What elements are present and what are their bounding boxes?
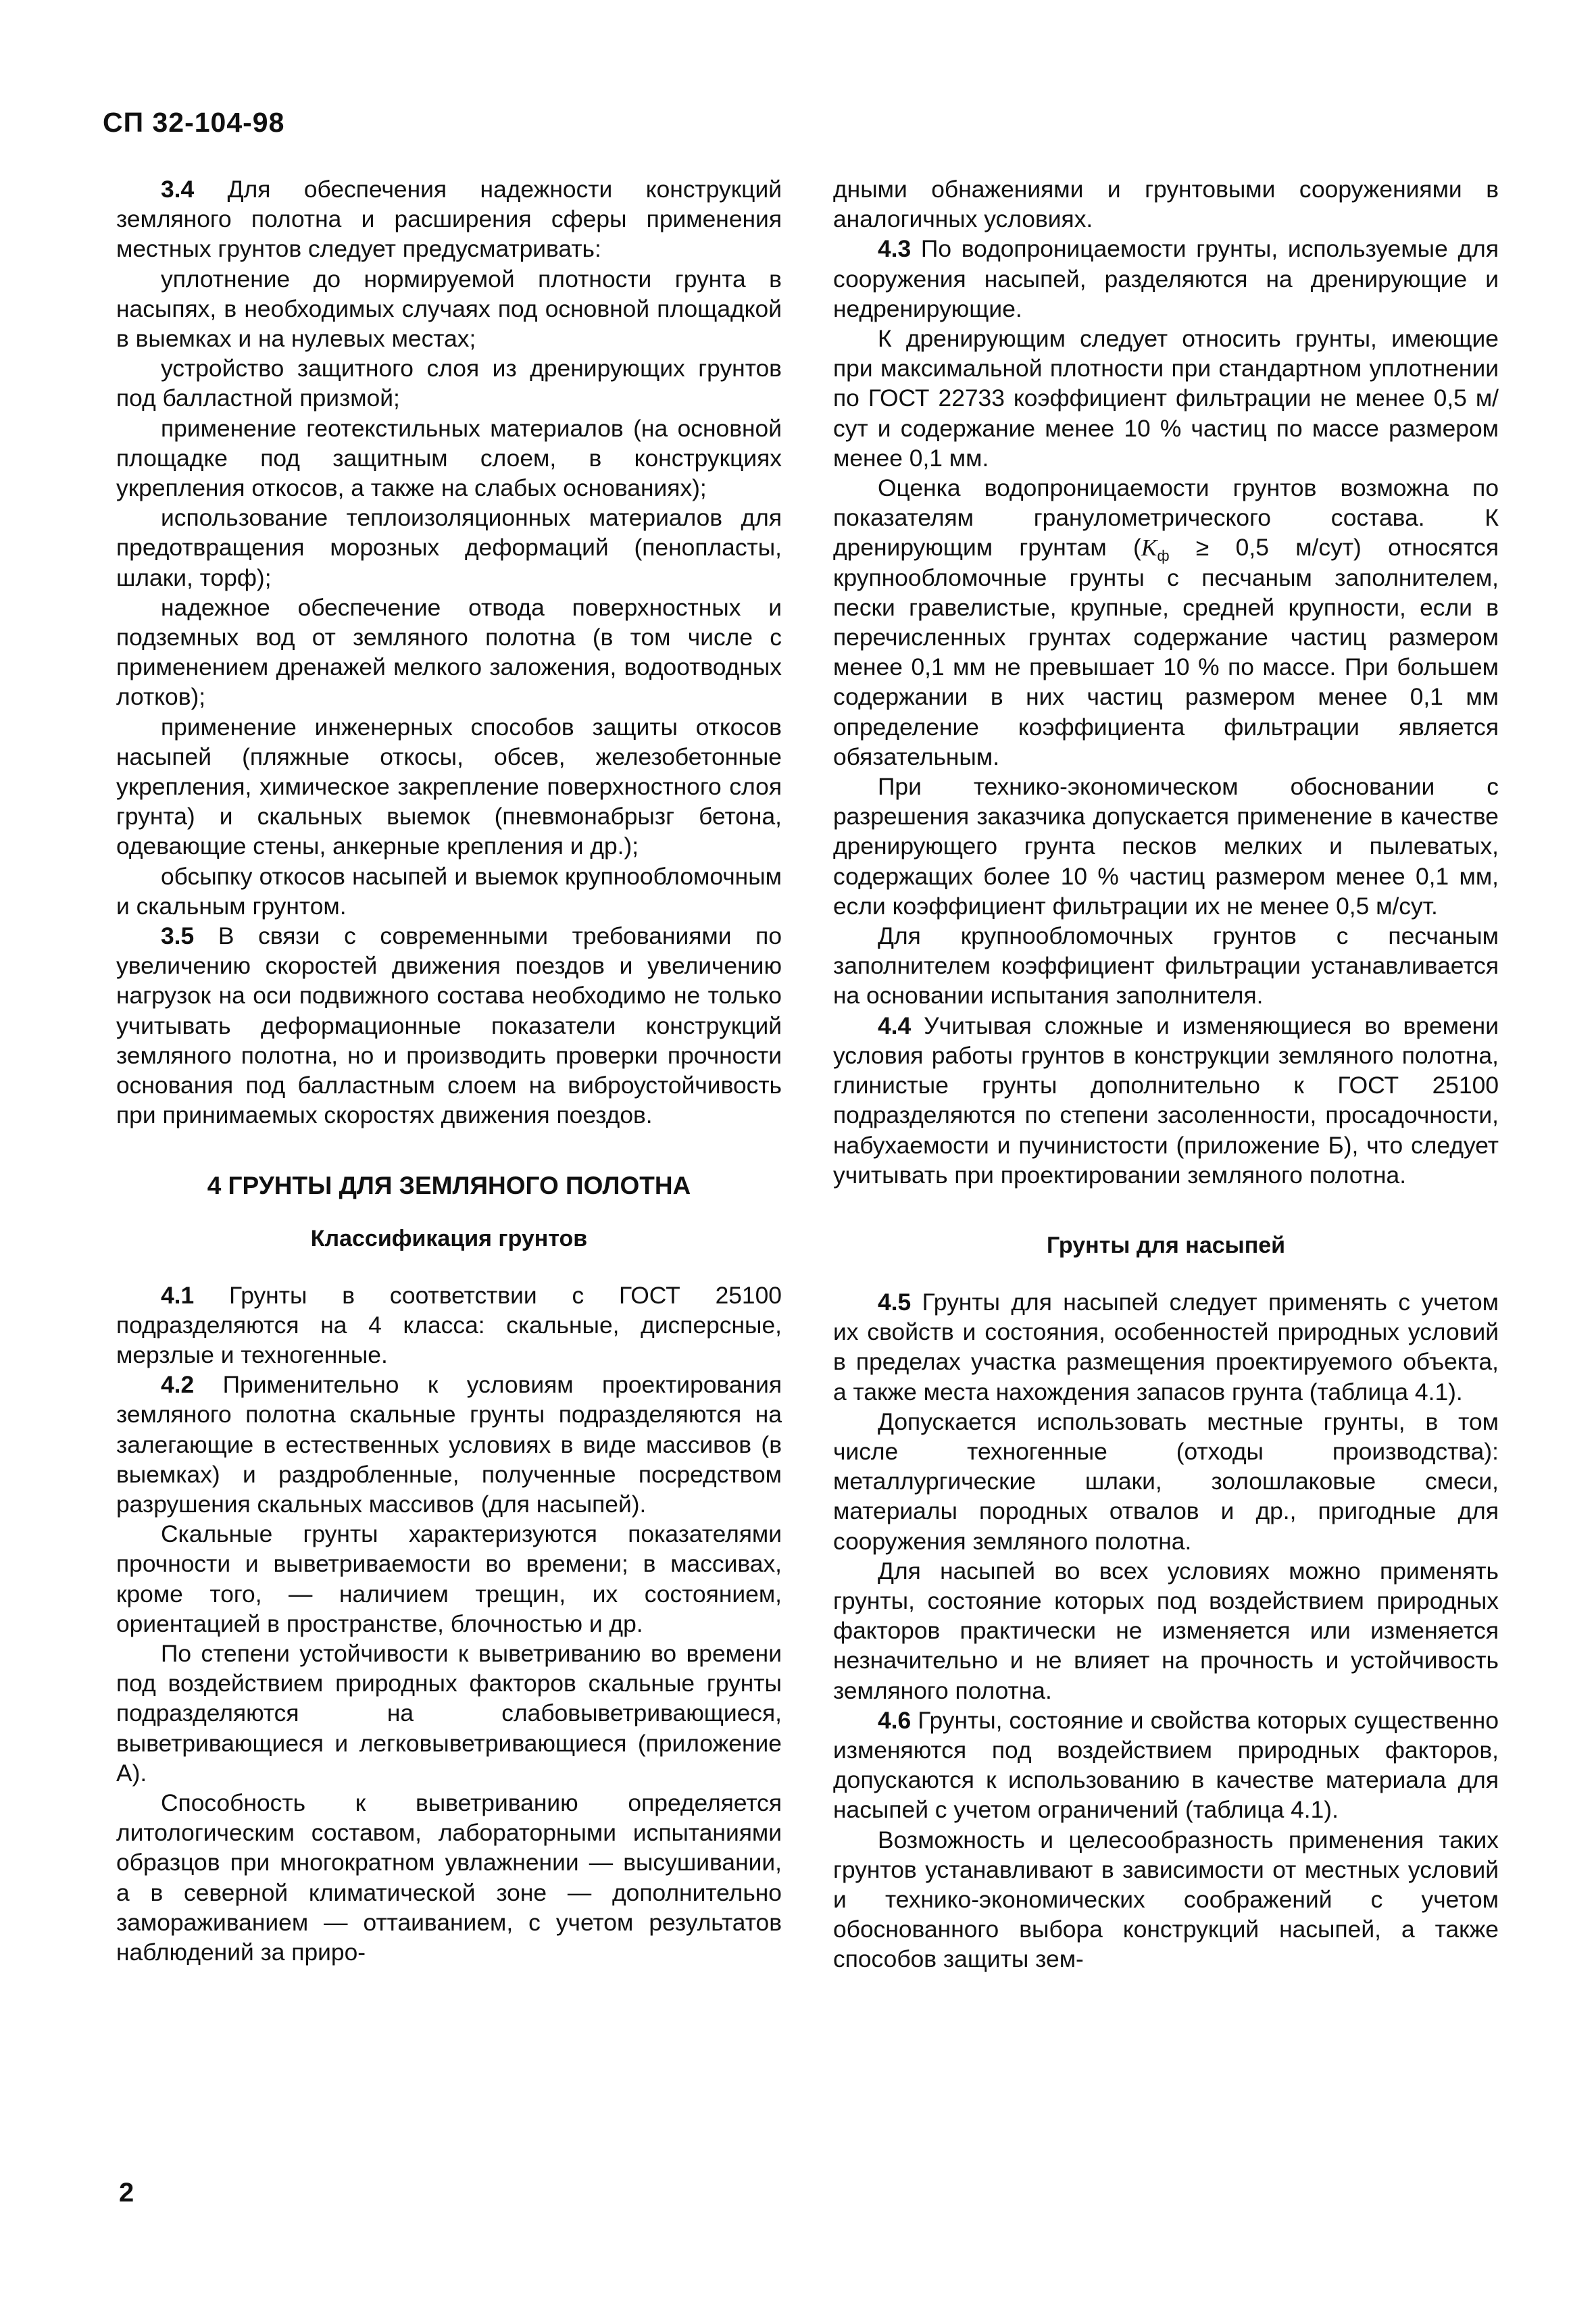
paragraph-text: В связи с современными требованиями по увеличению скоростей движения поездов и увеличению нагрузок на оси подвижного состава необходимо не только учитывать деформационные показатели конструкций земляного полотна, но и производить проверки прочности основания под балластным слоем на виброустойчивость при принимаемых скоростях движения поездов. xyxy=(116,922,782,1129)
paragraph-text: Для обеспечения надежности конструкций земляного полотна и расширения сферы применения местных грунтов следует предусматривать: xyxy=(116,176,782,263)
clause-number: 4.5 xyxy=(878,1288,912,1316)
paragraph-text: По водопроницаемости грунты, используемые для сооружения насыпей, разделяются на дренирующие и недренирующие. xyxy=(833,235,1499,322)
paragraph: К дренирующим следует относить грунты, имеющие при максимальной плотности при стандартном уплотнении по ГОСТ 22733 коэффициент фильтрации не менее 0,5 м/сут и содержание менее 10 % частиц по массе размером менее 0,1 мм. xyxy=(833,325,1499,472)
filtration-coefficient-subscript: ф xyxy=(1157,547,1170,565)
paragraph-text: Учитывая сложные и изменяющиеся во времени условия работы грунтов в конструкции земляного полотна, глинистые грунты дополнительно к ГОСТ 25100 подразделяются по степени засоленности, просадочности, набухаемости и пучинистости (приложение Б), что следует учитывать при проектировании земляного полотна. xyxy=(833,1012,1499,1189)
paragraph-4-3 xyxy=(833,234,1499,324)
paragraph-text: Грунты в соответствии с ГОСТ 25100 подразделяются на 4 класса: скальные, дисперсные, мерзлые и техногенные. xyxy=(116,1281,782,1368)
clause-number: 4.2 xyxy=(161,1371,195,1399)
left-column xyxy=(116,174,782,1967)
paragraph-text: Грунты, состояние и свойства которых существенно изменяются под воздействием природных факторов, допускаются к использованию в качестве материала для насыпей с учетом ограничений (таблица 4.1). xyxy=(833,1706,1499,1824)
list-item: обсыпку откосов насыпей и выемок крупнообломочным и скальным грунтом. xyxy=(116,862,782,920)
paragraph: По степени устойчивости к выветриванию во времени под воздействием природных факторов скальные грунты подразделяются на слабовыветривающиеся, выветривающиеся и легковыветривающиеся (приложение А). xyxy=(116,1639,782,1787)
list-item: уплотнение до нормируемой плотности грунта в насыпях, в необходимых случаях под основной площадкой в выемках и на нулевых местах; xyxy=(116,265,782,353)
list-item: устройство защитного слоя из дренирующих грунтов под балластной призмой; xyxy=(116,355,782,412)
paragraph-4-4 xyxy=(833,1011,1499,1190)
document-code: СП 32-104-98 xyxy=(103,107,285,138)
clause-number: 3.5 xyxy=(161,922,195,950)
clause-number: 4.1 xyxy=(161,1281,195,1309)
subsection-heading: Классификация грунтов xyxy=(310,1225,588,1251)
paragraph: Способность к выветриванию определяется литологическим составом, лабораторными испытаниями образцов при многократном увлажнении — высушивании, а в северной климатической зоне — дополнительно замораживанием — оттаиванием, с учетом результатов наблюдений за приро- xyxy=(116,1789,782,1966)
paragraph xyxy=(833,473,1499,772)
clause-number: 4.6 xyxy=(878,1706,912,1734)
paragraph: Допускается использовать местные грунты, в том числе техногенные (отходы производства): металлургические шлаки, золошлаковые смеси, материалы породных отвалов и др., пригодные для сооружения земляного полотна. xyxy=(833,1408,1499,1555)
page-number: 2 xyxy=(119,2178,134,2208)
list-item: применение инженерных способов защиты откосов насыпей (пляжные откосы, обсев, железобетонные укрепления, химическое закрепление поверхностного слоя грунта) и скальных выемок (пневмонабрызг бетона, одевающие стены, анкерные крепления и др.); xyxy=(116,713,782,860)
paragraph: Возможность и целесообразность применения таких грунтов устанавливают в зависимости от местных условий и технико-экономических соображений с учетом обоснованного выбора конструкций насыпей, а также способов защиты зем- xyxy=(833,1826,1499,1973)
paragraph-3-4 xyxy=(116,174,782,264)
paragraph-continuation: дными обнажениями и грунтовыми сооружениями в аналогичных условиях. xyxy=(833,176,1499,233)
paragraph-3-5 xyxy=(116,921,782,1130)
paragraph-4-5 xyxy=(833,1287,1499,1407)
section-heading: 4 ГРУНТЫ ДЛЯ ЗЕМЛЯНОГО ПОЛОТНА xyxy=(207,1171,691,1199)
subsection-heading: Грунты для насыпей xyxy=(1046,1232,1286,1258)
right-column xyxy=(833,174,1499,1974)
paragraph-text: ≥ 0,5 м/сут) относятся крупнообломочные грунты с песчаным заполнителем, пески гравелистые, крупные, средней крупности, если в перечисленных грунтах содержание частиц размером менее 0,1 мм не превышает 10 % по массе. При большем содержании в них частиц размером менее 0,1 мм определение коэффициента фильтрации является обязательным. xyxy=(833,534,1499,770)
list-item: использование теплоизоляционных материалов для предотвращения морозных деформаций (пенопласты, шлаки, торф); xyxy=(116,504,782,591)
list-item: применение геотекстильных материалов (на основной площадке под защитным слоем, в конструкциях укрепления откосов, а также на слабых основаниях); xyxy=(116,414,782,502)
clause-number: 4.4 xyxy=(878,1012,912,1039)
paragraph-4-6 xyxy=(833,1706,1499,1825)
paragraph-4-2 xyxy=(116,1370,782,1519)
list-item: надежное обеспечение отвода поверхностных и подземных вод от земляного полотна (в том числе с применением дренажей мелкого заложения, водоотводных лотков); xyxy=(116,593,782,711)
filtration-coefficient-symbol: K xyxy=(1141,534,1157,562)
clause-number: 4.3 xyxy=(878,235,912,263)
paragraph-4-1 xyxy=(116,1280,782,1370)
paragraph-text: Грунты для насыпей следует применять с учетом их свойств и состояния, особенностей природных условий в пределах участка размещения проектируемого объекта, а также места нахождения запасов грунта (таблица 4.1). xyxy=(833,1288,1499,1405)
paragraph-text: Применительно к условиям проектирования земляного полотна скальные грунты подразделяются на залегающие в естественных условиях в виде массивов (в выемках) и раздробленные, полученные посредством разрушения скальных массивов (для насыпей). xyxy=(116,1371,782,1518)
paragraph: При технико-экономическом обосновании с разрешения заказчика допускается применение в качестве дренирующего грунта песков мелких и пылеватых, содержащих более 10 % частиц размером менее 0,1 мм, если коэффициент фильтрации их не менее 0,5 м/сут. xyxy=(833,773,1499,920)
paragraph-text: Оценка водопроницаемости грунтов возможна по показателям гранулометрического состава. К дренирующим грунтам ( xyxy=(833,474,1499,562)
paragraph: Скальные грунты характеризуются показателями прочности и выветриваемости во времени; в массивах, кроме того, — наличием трещин, их состоянием, ориентацией в пространстве, блочностью и др. xyxy=(116,1520,782,1637)
paragraph: Для крупнообломочных грунтов с песчаным заполнителем коэффициент фильтрации устанавливается на основании испытания заполнителя. xyxy=(833,922,1499,1010)
clause-number: 3.4 xyxy=(161,176,195,203)
paragraph: Для насыпей во всех условиях можно применять грунты, состояние которых под воздействием природных факторов практически не изменяется или изменяется незначительно и не влияет на прочность и устойчивость земляного полотна. xyxy=(833,1557,1499,1704)
